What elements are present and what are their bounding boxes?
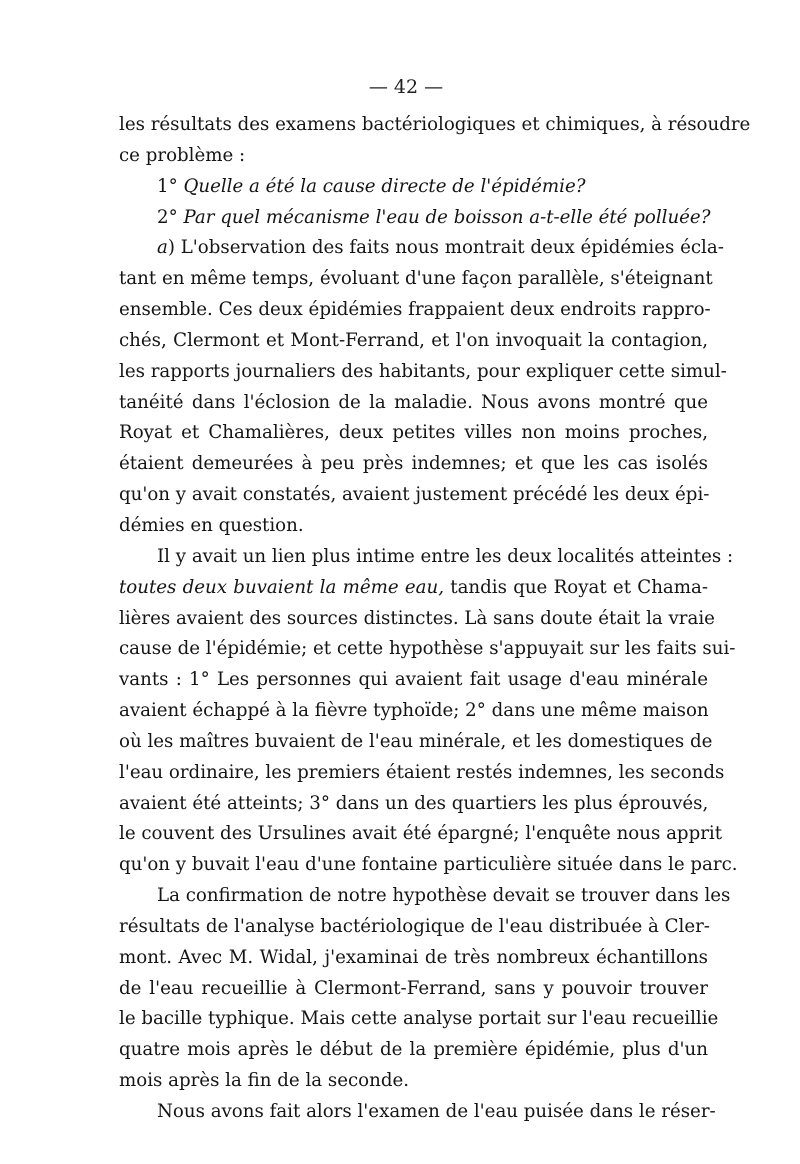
text-line: [119, 912, 708, 943]
text-run: le couvent des Ursulines avait été épargné; l'enquête nous apprit: [119, 823, 723, 845]
text-run: démies en question.: [119, 514, 304, 536]
body-text: [119, 110, 751, 1128]
text-run: tanéité dans l'éclosion de la maladie. Nous avons montré que: [119, 391, 708, 413]
text-run: avaient été atteints; 3° dans un des quartiers les plus éprouvés,: [119, 792, 709, 814]
text-run: tandis que Royat et Chama-: [443, 576, 708, 598]
text-run: chés, Clermont et Mont-Ferrand, et l'on invoquait la contagion,: [119, 329, 708, 351]
italic-text: Quelle a été la cause directe de l'épidémie?: [183, 175, 586, 197]
text-run: 2°: [157, 206, 184, 228]
text-line: [119, 326, 708, 357]
text-line: [119, 233, 724, 264]
text-run: l'eau ordinaire, les premiers étaient restés indemnes, les seconds: [119, 761, 725, 783]
text-line: [119, 943, 708, 974]
text-line: [119, 110, 751, 141]
text-line: [119, 819, 723, 850]
text-run: vants : 1° Les personnes qui avaient fait usage d'eau minérale: [119, 669, 708, 691]
text-line: [119, 295, 711, 326]
text-line: [119, 974, 708, 1005]
text-line: [119, 665, 708, 696]
text-run: mont. Avec M. Widal, j'examinai de très nombreux échantillons: [119, 946, 708, 968]
text-line: [119, 449, 708, 480]
text-line: [119, 1097, 716, 1128]
text-run: ce problème :: [119, 144, 246, 166]
text-line: [119, 418, 708, 449]
text-run: de l'eau recueillie à Clermont-Ferrand, sans y pouvoir trouver: [119, 977, 708, 999]
text-line: [119, 573, 708, 604]
text-line: [119, 141, 708, 172]
text-line: [119, 881, 731, 912]
italic-text: Par quel mécanisme l'eau de boisson a-t-elle été polluée?: [183, 206, 711, 228]
text-run: ensemble. Ces deux épidémies frappaient deux endroits rappro-: [119, 299, 711, 321]
text-line: [119, 203, 711, 234]
text-run: La confirmation de notre hypothèse devait se trouver dans les: [157, 885, 731, 907]
text-line: [119, 850, 738, 881]
text-line: [119, 172, 708, 203]
text-line: [119, 1066, 708, 1097]
text-line: [119, 758, 725, 789]
text-run: cause de l'épidémie; et cette hypothèse s'appuyait sur les faits sui-: [119, 638, 736, 660]
text-run: Il y avait un lien plus intime entre les deux localités atteintes :: [157, 545, 734, 567]
text-line: [119, 604, 715, 635]
text-run: 1°: [157, 175, 184, 197]
text-run: ) L'observation des faits nous montrait deux épidémies écla-: [167, 237, 724, 259]
text-run: où les maîtres buvaient de l'eau minérale, et les domestiques de: [119, 730, 713, 752]
text-line: [119, 1035, 708, 1066]
text-run: les rapports journaliers des habitants, pour expliquer cette simul-: [119, 360, 727, 382]
text-run: mois après la fin de la seconde.: [119, 1070, 410, 1092]
text-run: avaient échappé à la fièvre typhoïde; 2° dans une même maison: [119, 700, 709, 722]
text-run: quatre mois après le début de la première épidémie, plus d'un: [119, 1039, 708, 1061]
text-line: [119, 542, 734, 573]
text-line: [119, 511, 708, 542]
text-line: [119, 1004, 719, 1035]
text-line: [119, 264, 713, 295]
text-line: [119, 388, 708, 419]
text-line: [119, 357, 727, 388]
text-run: qu'on y buvait l'eau d'une fontaine particulière située dans le parc.: [119, 854, 738, 876]
text-line: [119, 727, 713, 758]
text-line: [119, 634, 736, 665]
text-run: Nous avons fait alors l'examen de l'eau puisée dans le réser-: [157, 1101, 716, 1122]
italic-text: toutes deux buvaient la même eau,: [119, 576, 444, 598]
text-run: les résultats des examens bactériologiques et chimiques, à résoudre: [119, 114, 751, 135]
text-run: Royat et Chamalières, deux petites villes non moins proches,: [119, 422, 708, 444]
text-run: qu'on y avait constatés, avaient justement précédé les deux épi-: [119, 484, 710, 506]
italic-text: a: [157, 237, 168, 259]
page-number: — 42 —: [368, 76, 444, 98]
text-line: [119, 789, 708, 820]
text-line: [119, 480, 708, 511]
text-line: [119, 696, 708, 727]
text-run: résultats de l'analyse bactériologique de l'eau distribuée à Cler-: [119, 915, 710, 937]
text-run: lières avaient des sources distinctes. Là sans doute était la vraie: [119, 607, 715, 629]
text-run: tant en même temps, évoluant d'une façon parallèle, s'éteignant: [119, 268, 713, 290]
text-run: étaient demeurées à peu près indemnes; et que les cas isolés: [119, 453, 708, 475]
text-run: le bacille typhique. Mais cette analyse portait sur l'eau recueillie: [119, 1008, 719, 1030]
